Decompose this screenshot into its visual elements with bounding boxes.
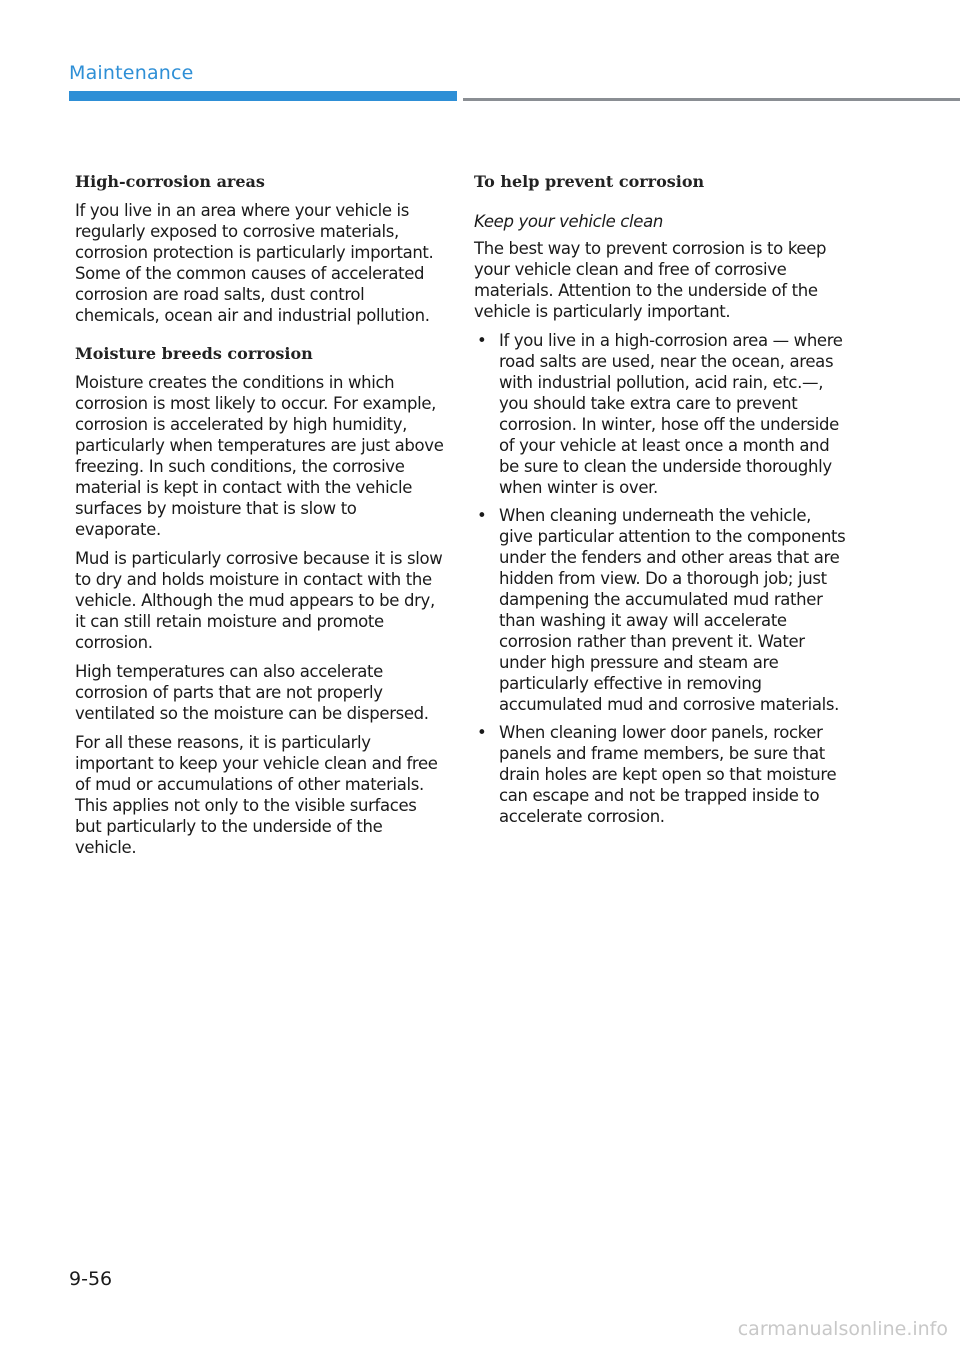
bullet-list bbox=[474, 330, 846, 827]
paragraph-high-temperatures: High temperatures can also accelerate corrosion of parts that are not properly ventilated so the moisture can be dispersed. bbox=[75, 662, 429, 723]
heading-moisture-breeds-corrosion: Moisture breeds corrosion bbox=[75, 344, 313, 363]
section-title: Maintenance bbox=[69, 62, 194, 84]
paragraph-intro: The best way to prevent corrosion is to keep your vehicle clean and free of corrosive materials. Attention to the underside of the vehicle is particularly important. bbox=[474, 239, 827, 321]
list-item bbox=[474, 722, 846, 827]
list-item bbox=[474, 505, 846, 715]
left-column bbox=[75, 172, 447, 866]
list-item-text: When cleaning underneath the vehicle, give particular attention to the components under the fenders and other areas that are hidden from view. Do a thorough job; just dampening the accumulated mud rather than washing it away will accelerate corrosion rather than prevent it. Water under high pressure and steam are particularly effective in removing accumulated mud and corrosive materials. bbox=[499, 506, 846, 714]
page-number: 9-56 bbox=[69, 1268, 113, 1290]
list-item-text: When cleaning lower door panels, rocker panels and frame members, be sure that drain holes are kept open so that moisture can escape and not be trapped inside to accelerate corrosion. bbox=[499, 723, 837, 826]
bullet-icon: • bbox=[477, 331, 487, 350]
right-column bbox=[474, 172, 846, 834]
watermark: carmanualsonline.info bbox=[737, 1318, 948, 1340]
paragraph-mud: Mud is particularly corrosive because it is slow to dry and holds moisture in contact with the vehicle. Although the mud appears to be dry, it can still retain moisture and promote corrosion. bbox=[75, 549, 443, 652]
list-item bbox=[474, 330, 846, 498]
bullet-icon: • bbox=[477, 506, 487, 525]
paragraph-moisture: Moisture creates the conditions in which corrosion is most likely to occur. For example, corrosion is accelerated by high humidity, particularly when temperatures are just above freezing. In such conditions, the corrosive material is kept in contact with the vehicle surfaces by moisture that is slow to evaporate. bbox=[75, 373, 444, 539]
bullet-icon: • bbox=[477, 723, 487, 742]
header-rule-blue bbox=[69, 91, 457, 101]
paragraph-reasons: For all these reasons, it is particularly important to keep your vehicle clean and free of mud or accumulations of other materials. This applies not only to the visible surfaces but particularly to the underside of the vehicle. bbox=[75, 733, 438, 857]
list-item-text: If you live in a high-corrosion area — where road salts are used, near the ocean, areas with industrial pollution, acid rain, etc.—, you should take extra care to prevent corrosion. In winter, hose off the underside of your vehicle at least once a month and be sure to clean the underside thoroughly when winter is over. bbox=[499, 331, 843, 497]
subheading-keep-clean: Keep your vehicle clean bbox=[474, 212, 663, 231]
heading-prevent-corrosion: To help prevent corrosion bbox=[474, 172, 705, 191]
heading-high-corrosion-areas: High-corrosion areas bbox=[75, 172, 265, 191]
header-rule-gray bbox=[463, 98, 960, 101]
paragraph-high-corrosion: If you live in an area where your vehicle is regularly exposed to corrosive materials, corrosion protection is particularly important. Some of the common causes of accelerated corrosion are road salts, dust control chemicals, ocean air and industrial pollution. bbox=[75, 201, 434, 325]
